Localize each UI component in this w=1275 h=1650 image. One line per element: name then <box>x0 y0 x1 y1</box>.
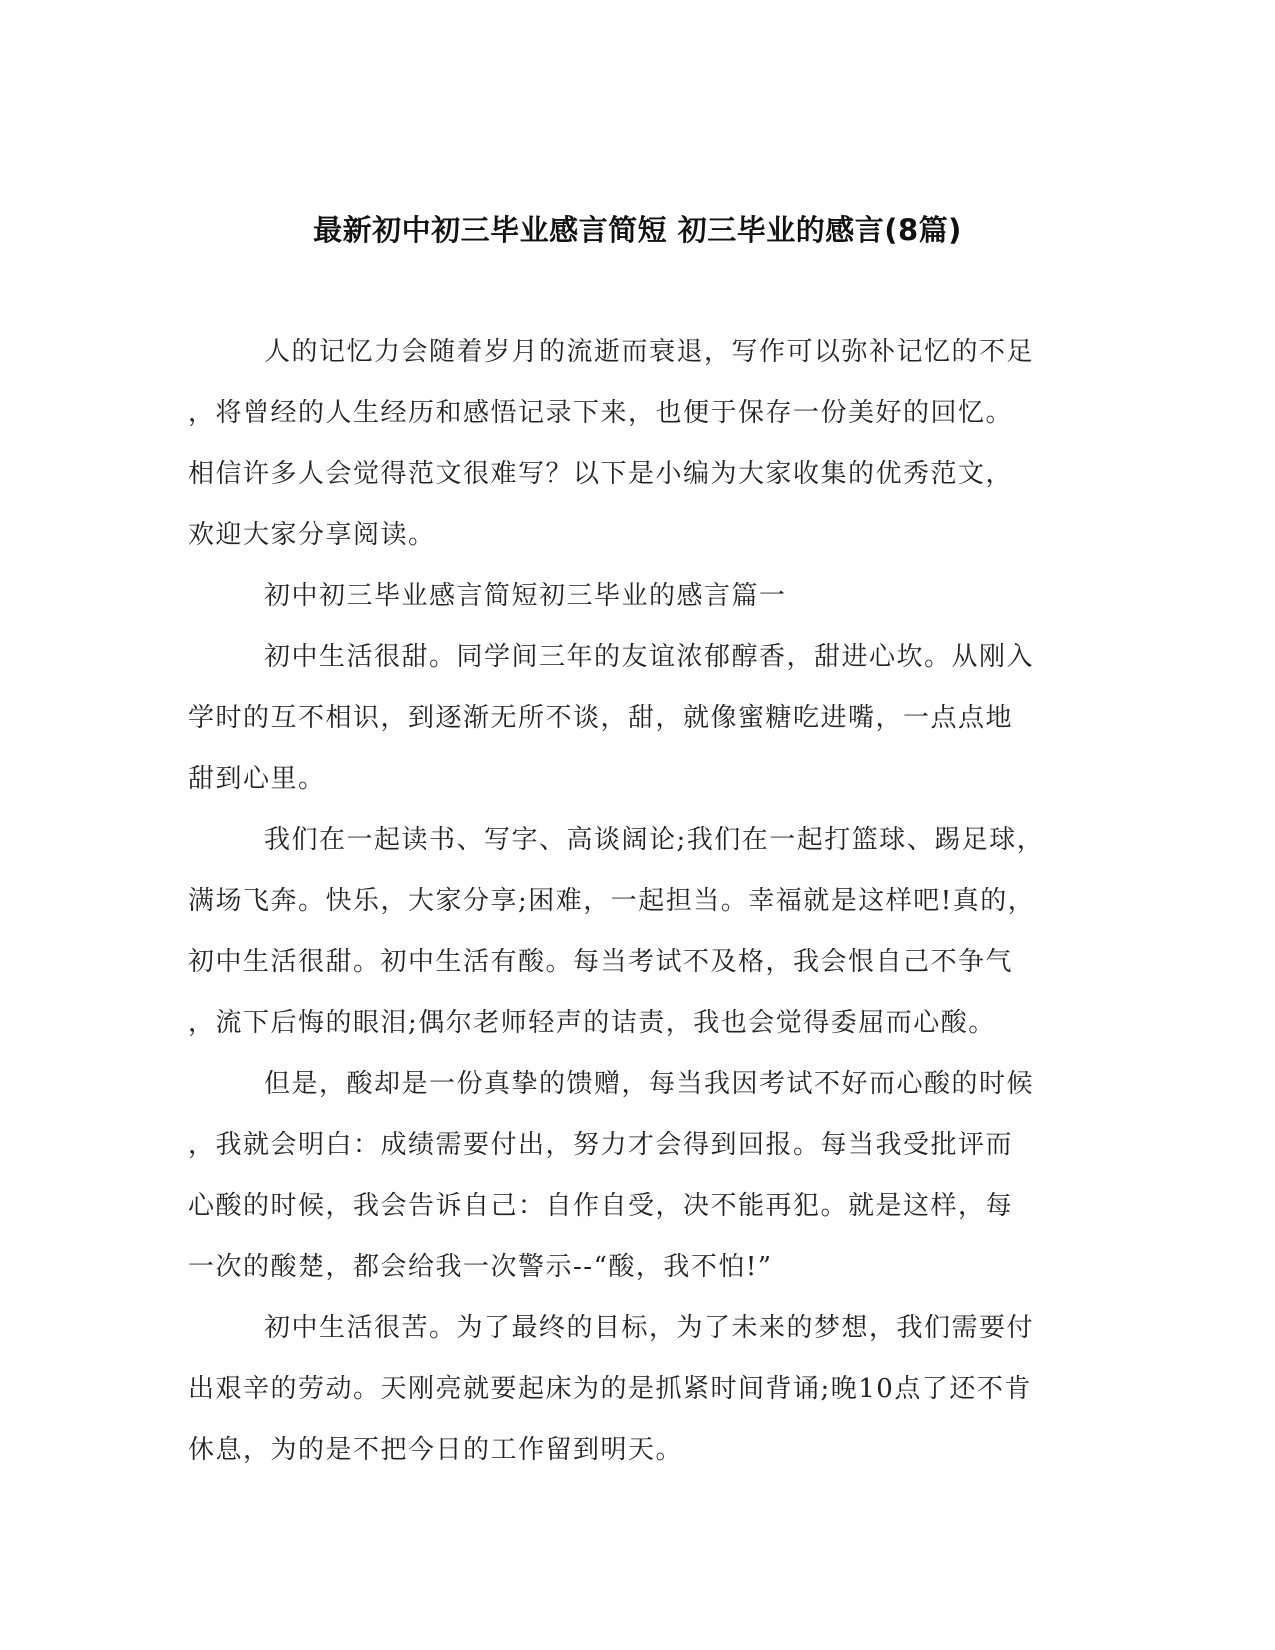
paragraph-line: 欢迎大家分享阅读。 <box>188 520 436 550</box>
paragraph-line: ，我就会明白：成绩需要付出，努力才会得到回报。每当我受批评而 <box>188 1130 1014 1160</box>
paragraph-line: 相信许多人会觉得范文很难写？以下是小编为大家收集的优秀范文， <box>188 459 1014 489</box>
paragraph-line: 一次的酸楚，都会给我一次警示--“酸，我不怕!” <box>188 1252 773 1282</box>
paragraph-line: 甜到心里。 <box>188 764 326 794</box>
paragraph-line: 初中生活很甜。初中生活有酸。每当考试不及格，我会恨自己不争气 <box>188 947 1014 977</box>
section-heading: 初中初三毕业感言简短初三毕业的感言篇一 <box>264 581 787 611</box>
document-title: 最新初中初三毕业感言简短 初三毕业的感言(8篇) <box>313 213 962 247</box>
paragraph-line: 我们在一起读书、写字、高谈阔论;我们在一起打篮球、踢足球， <box>264 825 1045 855</box>
paragraph-line: 初中生活很甜。同学间三年的友谊浓郁醇香，甜进心坎。从刚入 <box>264 642 1035 672</box>
paragraph-line: ，流下后悔的眼泪;偶尔老师轻声的诘责，我也会觉得委屈而心酸。 <box>188 1008 996 1038</box>
paragraph-line: 但是，酸却是一份真挚的馈赠，每当我因考试不好而心酸的时候 <box>264 1069 1035 1099</box>
paragraph-line: 休息，为的是不把今日的工作留到明天。 <box>188 1435 684 1465</box>
paragraph-line: 学时的互不相识，到逐渐无所不谈，甜，就像蜜糖吃进嘴，一点点地 <box>188 703 1014 733</box>
paragraph-line: 人的记忆力会随着岁月的流逝而衰退，写作可以弥补记忆的不足 <box>264 337 1035 367</box>
paragraph-line: 出艰辛的劳动。天刚亮就要起床为的是抓紧时间背诵;晚10点了还不肯 <box>188 1374 1032 1404</box>
paragraph-line: 初中生活很苦。为了最终的目标，为了未来的梦想，我们需要付 <box>264 1313 1035 1343</box>
paragraph-line: ，将曾经的人生经历和感悟记录下来，也便于保存一份美好的回忆。 <box>188 398 1014 428</box>
paragraph-line: 满场飞奔。快乐，大家分享;困难，一起担当。幸福就是这样吧!真的， <box>188 886 1036 916</box>
paragraph-line: 心酸的时候，我会告诉自己：自作自受，决不能再犯。就是这样，每 <box>188 1191 1014 1221</box>
document-body <box>188 322 1088 1481</box>
